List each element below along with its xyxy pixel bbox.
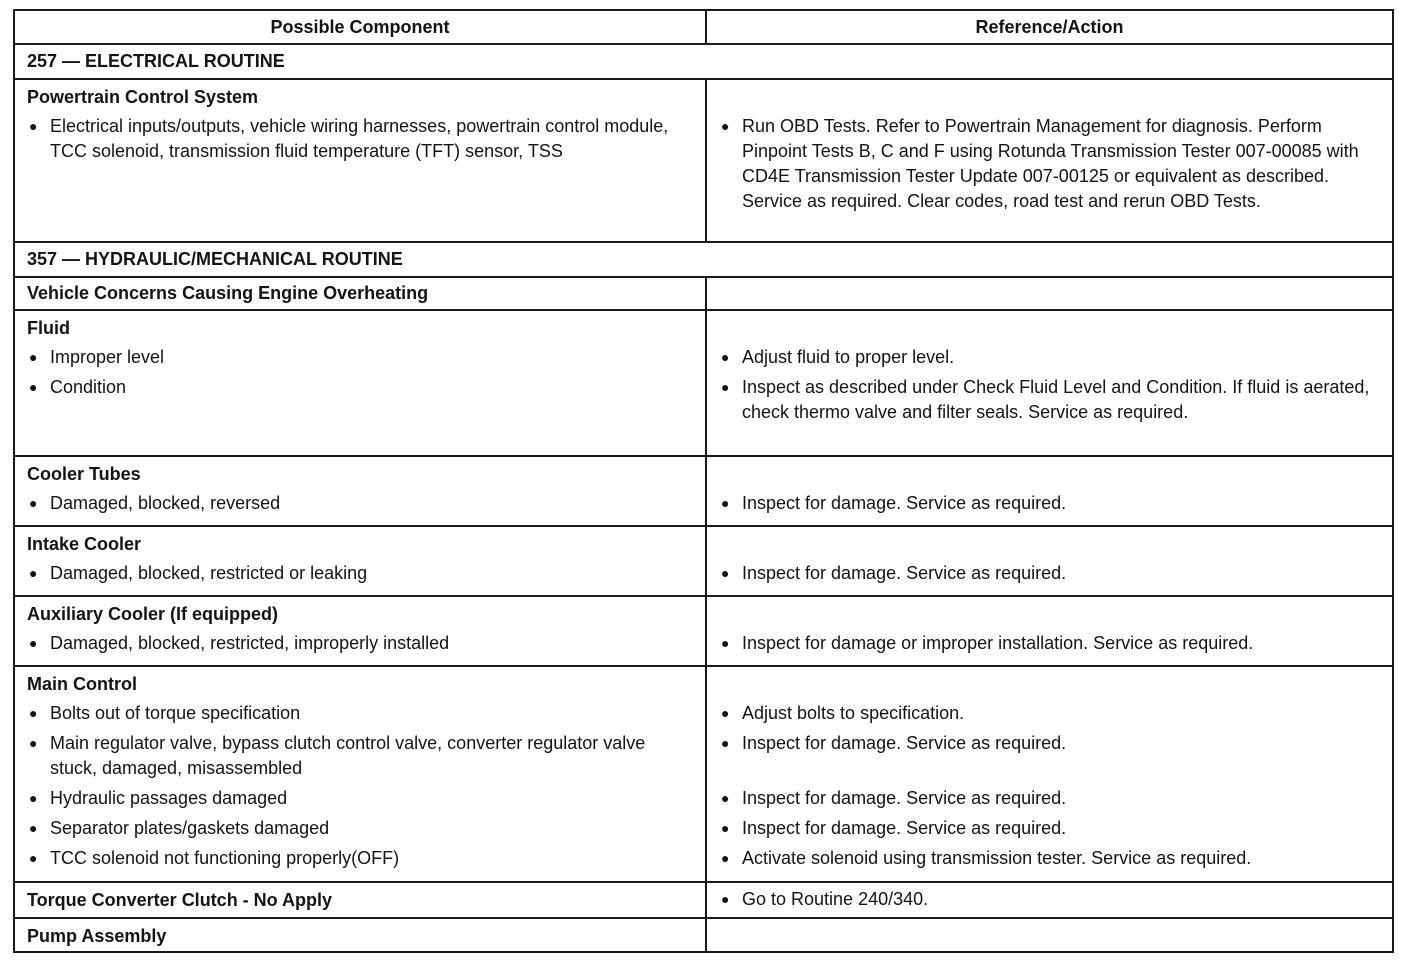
action-cell: [706, 596, 1393, 666]
item-text: Inspect as described under Check Fluid Level and Condition. If fluid is aerated, check thermo valve and filter seals. Service as required.: [742, 377, 1370, 422]
list-item: [27, 786, 697, 811]
bullet-icon: ●: [29, 850, 38, 866]
item-text: Inspect for damage or improper installation. Service as required.: [742, 633, 1254, 653]
list-item: [27, 701, 697, 726]
row-title: Fluid: [27, 318, 70, 338]
action-cell: [706, 456, 1393, 526]
section-heading-hydraulic: 357 — HYDRAULIC/MECHANICAL ROUTINE: [14, 242, 1393, 277]
action-cell: [706, 526, 1393, 596]
item-text: Damaged, blocked, restricted, improperly installed: [50, 633, 450, 653]
item-text: Inspect for damage. Service as required.: [742, 493, 1067, 513]
item-text: Inspect for damage. Service as required.: [742, 563, 1067, 583]
table-row: [14, 456, 1393, 526]
item-text: TCC solenoid not functioning properly(OFF): [50, 848, 400, 868]
item-text: Inspect for damage. Service as required.: [742, 818, 1067, 838]
table-row: [14, 918, 1393, 952]
table-row: [14, 882, 1393, 918]
list-item: [27, 631, 697, 656]
table-row: [14, 666, 1393, 882]
bullet-icon: ●: [721, 891, 730, 907]
component-cell: [14, 918, 706, 952]
list-item: [719, 887, 1384, 912]
item-text: Damaged, blocked, restricted or leaking: [50, 563, 368, 583]
list-item: [27, 561, 697, 586]
bullet-icon: ●: [29, 379, 38, 395]
bullet-icon: ●: [721, 735, 730, 751]
section-row-electrical: [14, 44, 1393, 79]
bullet-icon: ●: [721, 635, 730, 651]
row-title: Powertrain Control System: [27, 87, 259, 107]
list-item: [27, 375, 697, 400]
component-cell: [14, 526, 706, 596]
empty-cell: [706, 918, 1393, 952]
item-text: Bolts out of torque specification: [50, 703, 301, 723]
row-title: Main Control: [27, 674, 137, 694]
row-title: Torque Converter Clutch - No Apply: [27, 890, 333, 910]
section-row-hydraulic: [14, 242, 1393, 277]
bullet-icon: ●: [721, 705, 730, 721]
bullet-icon: ●: [29, 118, 38, 134]
row-title: Intake Cooler: [27, 534, 142, 554]
bullet-icon: ●: [29, 705, 38, 721]
component-cell: [14, 456, 706, 526]
list-item: [719, 816, 1384, 841]
list-item: [719, 491, 1384, 516]
list-item: [719, 786, 1384, 811]
bullet-icon: ●: [721, 820, 730, 836]
subheading-cell: Vehicle Concerns Causing Engine Overheating: [14, 277, 706, 310]
bullet-icon: ●: [29, 735, 38, 751]
bullet-icon: ●: [721, 790, 730, 806]
empty-cell: [706, 277, 1393, 310]
item-text: Inspect for damage. Service as required.: [742, 733, 1067, 753]
list-item: [719, 375, 1384, 425]
item-text: Electrical inputs/outputs, vehicle wiring harnesses, powertrain control module, TCC solenoid, transmission fluid temperature (TFT) sensor, TSS: [50, 116, 669, 161]
item-text: Go to Routine 240/340.: [742, 889, 929, 909]
table-header-row: [14, 10, 1393, 44]
item-text: Separator plates/gaskets damaged: [50, 818, 330, 838]
item-text: Inspect for damage. Service as required.: [742, 788, 1067, 808]
list-item: [719, 731, 1384, 756]
item-text: Improper level: [50, 347, 165, 367]
row-title: Auxiliary Cooler (If equipped): [27, 604, 279, 624]
item-text: Condition: [50, 377, 127, 397]
list-item: [27, 491, 697, 516]
item-text: Adjust fluid to proper level.: [742, 347, 955, 367]
component-cell: [14, 79, 706, 242]
component-cell: [14, 310, 706, 456]
bullet-icon: ●: [721, 379, 730, 395]
table-row: [14, 596, 1393, 666]
row-title: Pump Assembly: [27, 926, 167, 946]
item-text: Damaged, blocked, reversed: [50, 493, 281, 513]
item-text: Run OBD Tests. Refer to Powertrain Management for diagnosis. Perform Pinpoint Tests B, C and F using Rotunda Transmission Tester 007-00085 with CD4E Transmission Tester Update 007-00125 or equivalent as described. Service as required. Clear codes, road test and rerun OBD Tests.: [742, 116, 1359, 211]
subheading-row: [14, 277, 1393, 310]
item-text: Adjust bolts to specification.: [742, 703, 965, 723]
component-cell: [14, 882, 706, 918]
list-item: [27, 345, 697, 370]
list-item: [719, 114, 1384, 214]
bullet-icon: ●: [29, 349, 38, 365]
list-item: [27, 114, 697, 164]
item-text: Main regulator valve, bypass clutch control valve, converter regulator valve stuck, damaged, misassembled: [50, 733, 646, 778]
list-item: [719, 631, 1384, 656]
action-cell: [706, 666, 1393, 882]
header-possible-component: Possible Component: [14, 10, 706, 44]
table-row: [14, 79, 1393, 242]
bullet-icon: ●: [721, 495, 730, 511]
bullet-icon: ●: [29, 790, 38, 806]
item-text: Hydraulic passages damaged: [50, 788, 288, 808]
bullet-icon: ●: [721, 565, 730, 581]
item-text: Activate solenoid using transmission tester. Service as required.: [742, 848, 1252, 868]
bullet-icon: ●: [29, 820, 38, 836]
bullet-icon: ●: [29, 495, 38, 511]
component-cell: [14, 596, 706, 666]
list-item: [719, 701, 1384, 726]
bullet-icon: ●: [29, 635, 38, 651]
row-title: Cooler Tubes: [27, 464, 141, 484]
list-item: [719, 846, 1384, 871]
section-heading-electrical: 257 — ELECTRICAL ROUTINE: [14, 44, 1393, 79]
bullet-icon: ●: [721, 349, 730, 365]
bullet-icon: ●: [721, 118, 730, 134]
list-item: [27, 816, 697, 841]
table-row: [14, 310, 1393, 456]
bullet-icon: ●: [721, 850, 730, 866]
table-row: [14, 526, 1393, 596]
component-cell: [14, 666, 706, 882]
diagnosis-table: [13, 9, 1394, 953]
list-item: [27, 731, 697, 781]
action-cell: [706, 79, 1393, 242]
list-item: [719, 561, 1384, 586]
list-item: [719, 345, 1384, 370]
list-item: [27, 846, 697, 871]
action-cell: [706, 882, 1393, 918]
header-reference-action: Reference/Action: [706, 10, 1393, 44]
action-cell: [706, 310, 1393, 456]
bullet-icon: ●: [29, 565, 38, 581]
